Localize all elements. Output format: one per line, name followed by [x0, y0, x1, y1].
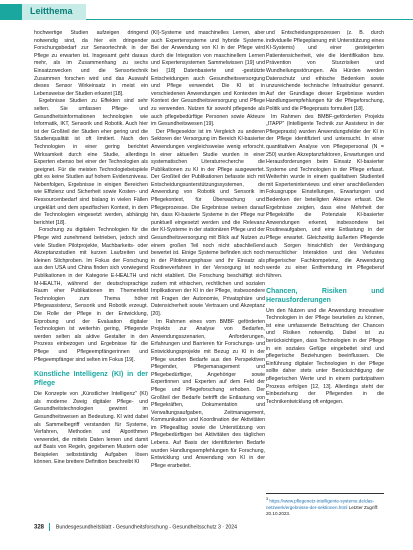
section-heading-ki: Künstliche Intelligenz (KI) in der Pflege — [34, 371, 148, 388]
paragraph: Im Rahmen eines vom BMBF geförderten Projekts zur Analyse von Bedarfen, Anwendungsszenarien, Anforderungen, Erfahrungen und Barrieren für Forschungs- und Entwicklungsprojekte mit Bezug zu KI in der Pflege wurden Bedarfe aus den Perspektiven Pflegender, Pflegemanagement und Pflegebedürftiger, Angehöriger sowie Expertinnen und Experten auf dem Feld der Pflege und Pflegeforschung erhoben. Der Großteil der Bedarfe betrifft die Entlastung von Pflegekräften, Dokumentation und Verwaltungsaufgaben, Zeitmanagement, Kommunikation und Koordination der Aktivitäten im Pflegealltag sowie die Unterstützung von Pflegebedürftigen bei Aktivitäten des täglichen Lebens. Auf Basis der identifizierten Bedarfe wurden Handlungsempfehlungen für Forschung, Entwicklung und Anwendung von KI in der Pflege erarbeitet. — [151, 318, 265, 469]
paragraph: hochwertige Studien aufzeigen dringend notwendig sind, da hier ein dringender Forschungsbedarf zur Sensortechnik in der Pflege zu erwarten ist. Insgesamt geht daraus mehr, als im Zusammenhang zu sechs Einsatzzwecken und die Sensortechnik Zusammen forschen wird und das Auswahl dieses Sensor Wirkeinsatz in meist ein Lebensweise der Studien erkannt [18]. — [34, 30, 148, 97]
paragraph: Die Konzepte von „Künstlicher Intelligenz“ (KI) als moderne Zweig digitaler Pflege- und Gesundheitstechnologien gewinnt im Gesundheitswesen an Bedeutung. KI wird dabei als Sammelbegriff verstanden für Systeme, Verfahren, Methoden und Algorithmen verwendet, die mittels Daten lernen und damit auf Basis von Regeln, gegebenen Mustern oder Beispielen selbstständig Aufgaben lösen können. Eine breitere Definition beschreibt KI — [34, 391, 148, 466]
footnote — [266, 496, 384, 518]
paragraph: (KI)-Systeme und maschinelles Lernen, aber auch Expertensysteme und hybride Systeme. Bei der Anwendung von KI in der Pflege wird durch die Integration von maschinellem Lernen und Expertensystemen Sammelwissen [19] und bei [18] Datenbasierte und -gestützte Entscheidungen auch Gesundheitsversorgung und Pflege verwendet. Die KI ist in verschiedenen Anwendungen und Kontexten im Kontext der Gesundheitsversorgung und Pflege zu verwenden. Nutzen für sowohl pflegende als auch pflegebedürftige Personen sowie Akteure im Gesundheitswesen [19]. — [151, 30, 265, 128]
section-heading-chancen: Chancen, Risiken und Herausforderungen — [266, 287, 384, 304]
journal-name: Bundesgesundheitsblatt - Gesundheitsforschung - Gesundheitsschutz 3 · 2024 — [55, 524, 238, 531]
header-accent-block — [0, 4, 22, 20]
paragraph: Im Rahmen des BMBF-geförderten Projekts „ITAPP“ (Intelligente Technik zur Assistenz in der Pflegepraxis) wurden Anwendungsfelder der KI in der Pflege identifiziert und untersucht. In einer quantitativen Analyse von Pflegepersonal (N = 250) wurden Akzeptanzfaktoren, Erwartungen und Herausforderungen beim Einsatz KI-basierter Systeme und Technologien in der Pflege erfasst. Weiterhin wurde in einem qualitativen Studienteil mit Experteninterviews und einer anschließenden Fokusgruppe Einstellungen, Erwartungen und Bedenken der beteiligten Akteure erfasst. Die Ergebnisse zeigten, dass eine Mehrheit der Pflegekräfte die Potenziale KI-basierter Anwendungen erkennt, insbesondere bei Routineaufgaben, und eine Entlastung in der Pflege erwartet. Gleichzeitig äußerten Pflegende auch Sorgen hinsichtlich der Verdrängung menschlicher Interaktion und des Verlustes pflegerischer Fachkompetenz, die Anwendung werde zu einer Entfremdung im Pflegeberuf führen. — [266, 113, 384, 279]
page-footer — [34, 523, 394, 532]
section-header — [0, 4, 413, 20]
paragraph: Um den Nutzen und die Anwendung innovativer Technologien in der Pflege beurteilen zu können, ist eine umfassende Betrachtung der Chancen und Risiken notwendig. Dabei ist zu berücksichtigen, dass Technologien in der Pflege in ein soziales Gefüge eingebettet sind und pflegerische Beziehungen beeinflussen. Die Einführung digitaler Technologien in der Pflege sollte daher stets unter Berücksichtigung der pflegerischen Werte und in einem partizipativen Prozess erfolgen [12, 13]. Allerdings steht der Einbeziehung der Pflegenden in die Technikentwicklung oft entgegen. — [266, 307, 384, 405]
header-rule — [86, 19, 413, 20]
paragraph: Der Pflegesektor ist im Vergleich zu anderen Sektoren der Versorgung im Bereich KI-basierter Anwendungen vergleichsweise wenig erforscht. In einer aktuellen Studie wurden in einer systematischen Literaturrecherche die Publikationen zu KI in der Pflege ausgewertet. Der Großteil der Publikationen befasste sich mit Entscheidungsunterstützungssystemen, die Anwendung von Robotik und Sensorik im Pflegekontext, für Überwachung und Pflegeprozesse. Die Ergebnisse weisen darauf hin, dass KI-basierte Systeme in der Pflege nur punktuell eingesetzt werden und die Relevanz der KI-Systeme in der stationären Pflege und der Gesundheitsversorgung mit Blick auf Nutzen zu einem großen Teil noch nicht abschließend bewertet ist. Einige Systeme befinden sich noch in der Pilotierungsphase und ihr Einsatz als Routineverfahren in der Versorgung ist noch nicht etabliert. Die Forschung beschäftigt sich zudem mit ethischen, rechtlichen und sozialen Implikationen der KI in der Pflege, insbesondere mit Fragen der Autonomie, Privatsphäre und Datensicherheit sowie Vertrauen und Akzeptanz [20]. — [151, 128, 265, 317]
paragraph: Forschung zu digitalen Technologien für die Pflege wird zunehmend betrieben, jedoch sind viele Studien Pilotprojekte, Machbarkeits- oder Akzeptanzstudien mit kurzen Laufzeiten und kleinen Stichproben. Im Fokus der Forschung aus den USA und China finden sich vorwiegend Publikationen in der Kategorie E-HEALTH und M-HEALTH, während der deutschsprachige Raum eher Publikationen im Themenfeld Technologien zum Thema höher Pflegeassistenz, Sensorik und Robotik erzeugt. Die Rolle der Pflege in der Entwicklung, Erprobung und der Evaluation digitaler Technologien ist weiterhin gering, Pflegende werden selten als aktive Gestalter in den Prozess einbezogen und Ergebnisse für die Pflege und Pflegeempfängerinnen und Pflegeempfänger sind selten im Fokus [19]. — [34, 227, 148, 363]
text-column-2 — [151, 30, 265, 470]
text-column-3 — [266, 30, 384, 406]
footnote-divider — [266, 493, 384, 494]
paragraph: und Entscheidungsprozessen (z. B. durch individuelle Pflegeplanung mit Unterstützung eines KI-Systems) und einer gesteigerten Patientensicherheit, wie die Identifikation bzw. Prävention von Sturzrisiken und Wundheilungsstörungen. Als Hürden werden Datenschutz und ethische Bedenken sowie unzureichende technische Infrastruktur genannt. Auf der Grundlage dieser Ergebnisse wurden Handlungsempfehlungen für die Pflegeforschung, Politik und die Pflegepraxis formuliert [18]. — [266, 30, 384, 112]
text-column-1 — [34, 30, 148, 467]
paragraph: Ergebnisse Studien zu Effekten sind sehr selten. Sie umfassen Pflege- und Gesundheitsinformationen technologien wie Informatik, IKT, Sensorik und Robotik. Auch hier ist der Großteil der Studien eher gering und die Studienqualität ist oft limitiert. Nach den Technologien in einer gering berichtet Wirksamkeit durch eine Studie, allerdings Experten ebenso bei einer der Technologien als geeignet. Für die meisten Technologiebeispiele gibt es keine Studien auf hohem Evidenzniveau. Nebenfolgen, Ergebnisse in einigen Bereichen wie Effizienz und Sicherheit sowie Kosten- und Ressourcenbedarf sind bislang in vielen Fällen ungeklärt und dem spezifischen Kontext, in dem die Technologien eingesetzt werden, abhängig berichtet [18]. — [34, 98, 148, 226]
footnote-accessed: Letzter Zugriff: 20.10.2023. — [266, 504, 379, 517]
section-label: Leitthema — [30, 6, 73, 16]
footnote-link[interactable]: https://www.pflegenetz-intelligente-systeme.de/das-netzwerk/ergebnisse-der-sektionen.html — [266, 498, 375, 510]
footer-divider — [49, 523, 50, 531]
page-number: 328 — [34, 524, 45, 531]
footnote-number: 3 — [266, 497, 269, 501]
